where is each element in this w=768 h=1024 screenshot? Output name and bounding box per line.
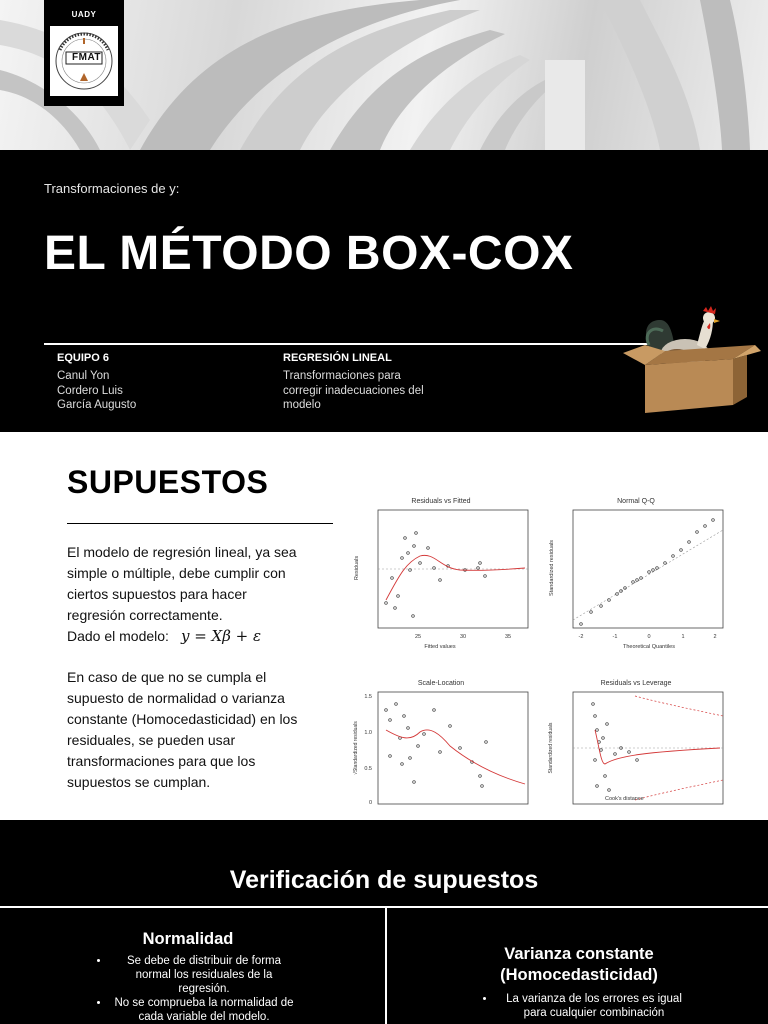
section-heading: SUPUESTOS <box>67 464 269 500</box>
x-tick: -2 <box>578 634 584 640</box>
x-tick: 25 <box>414 634 422 640</box>
course-line: modelo <box>283 399 321 411</box>
team-heading: EQUIPO 6 <box>57 352 109 364</box>
x-axis-label: Theoretical Quantiles <box>623 644 675 650</box>
document-title: EL MÉTODO BOX-COX <box>44 227 574 280</box>
model-formula: y = Xβ + ε <box>180 627 262 645</box>
bullet-item: • Se debe de distribuir de forma normal los residuales de la regresión. <box>110 954 298 996</box>
team-member: García Augusto <box>57 399 137 411</box>
plot-title: Residuals vs Fitted <box>411 498 471 505</box>
title-divider <box>44 343 664 345</box>
section-divider <box>0 906 768 908</box>
model-label: Dado el modelo: <box>67 628 169 644</box>
normalidad-heading: Normalidad <box>142 930 234 948</box>
plot-title: Normal Q-Q <box>617 498 655 505</box>
legend-label: Cook's distance <box>605 796 644 802</box>
x-tick: 35 <box>504 634 512 640</box>
x-tick: -1 <box>612 634 618 640</box>
verificacion-section <box>0 820 768 1024</box>
section-divider <box>67 523 333 524</box>
varianza-bullets <box>478 992 692 1020</box>
varianza-heading <box>390 944 768 986</box>
x-tick: 0 <box>647 634 651 640</box>
column-divider <box>385 908 387 1024</box>
bullet-item: • No se comprueba la normalidad de cada variable del modelo. <box>110 996 298 1024</box>
residuals-vs-fitted-plot <box>350 498 532 656</box>
team-member: Cordero Luis <box>57 384 123 397</box>
uady-label: UADY <box>71 10 97 19</box>
text-line: regresión correctamente. <box>67 607 223 623</box>
text-line: constante (Homocedasticidad) en los <box>67 711 298 727</box>
heading-line: Varianza constante <box>504 945 654 963</box>
text-line: ciertos supuestos para hacer <box>67 586 247 602</box>
text-line: supuestos se cumplan. <box>67 774 211 790</box>
x-tick: 30 <box>459 634 467 640</box>
course-description <box>283 369 424 413</box>
normal-qq-plot <box>545 498 727 656</box>
y-tick: 0.5 <box>364 766 372 772</box>
x-axis-label: Fitted values <box>424 644 456 650</box>
text-line: residuales, se pueden usar <box>67 732 236 748</box>
heading-line: (Homocedasticidad) <box>500 966 658 984</box>
normalidad-bullets <box>92 954 298 1024</box>
uady-badge <box>44 0 124 106</box>
paragraph-intro <box>67 542 337 647</box>
rooster-in-box-illustration <box>615 305 765 420</box>
bullet-item: • La varianza de los errores es igual para cualquier combinación <box>496 992 692 1020</box>
supuestos-section <box>0 432 768 820</box>
team-member: Canul Yon <box>57 370 110 382</box>
title-block <box>0 150 768 432</box>
residuals-vs-leverage-plot <box>545 680 727 806</box>
logo-text: FMAT <box>72 52 102 63</box>
y-axis-label: Residuals <box>354 555 360 581</box>
section-heading: Verificación de supuestos <box>229 866 539 894</box>
document-subtitle: Transformaciones de y: <box>44 181 180 196</box>
text-line: supuesto de normalidad o varianza <box>67 690 285 706</box>
course-line: corregir inadecuaciones del <box>283 384 424 397</box>
y-axis-label: Standardized residuals <box>549 540 555 596</box>
course-heading: REGRESIÓN LINEAL <box>283 352 392 364</box>
course-line: Transformaciones para <box>283 370 401 382</box>
team-members <box>57 369 136 413</box>
text-line: simple o múltiple, debe cumplir con <box>67 565 286 581</box>
text-line: El modelo de regresión lineal, ya sea <box>67 544 297 560</box>
text-line: transformaciones para que los <box>67 753 256 769</box>
paragraph-transformations <box>67 667 337 793</box>
plot-title: Residuals vs Leverage <box>600 680 672 687</box>
y-axis-label: Standardized residuals <box>548 722 554 774</box>
hero-architecture-image <box>0 0 768 150</box>
model-line <box>67 626 337 647</box>
y-tick: 1.0 <box>364 730 372 736</box>
plot-title: Scale-Location <box>417 680 465 687</box>
y-axis-label: √Standardized residuals <box>353 721 359 775</box>
fmat-logo <box>50 26 118 96</box>
y-tick: 0 <box>368 800 372 806</box>
text-line: En caso de que no se cumpla el <box>67 669 267 685</box>
x-tick: 2 <box>713 634 717 640</box>
x-tick: 1 <box>681 634 685 640</box>
y-tick: 1.5 <box>364 694 372 700</box>
scale-location-plot <box>350 680 532 806</box>
